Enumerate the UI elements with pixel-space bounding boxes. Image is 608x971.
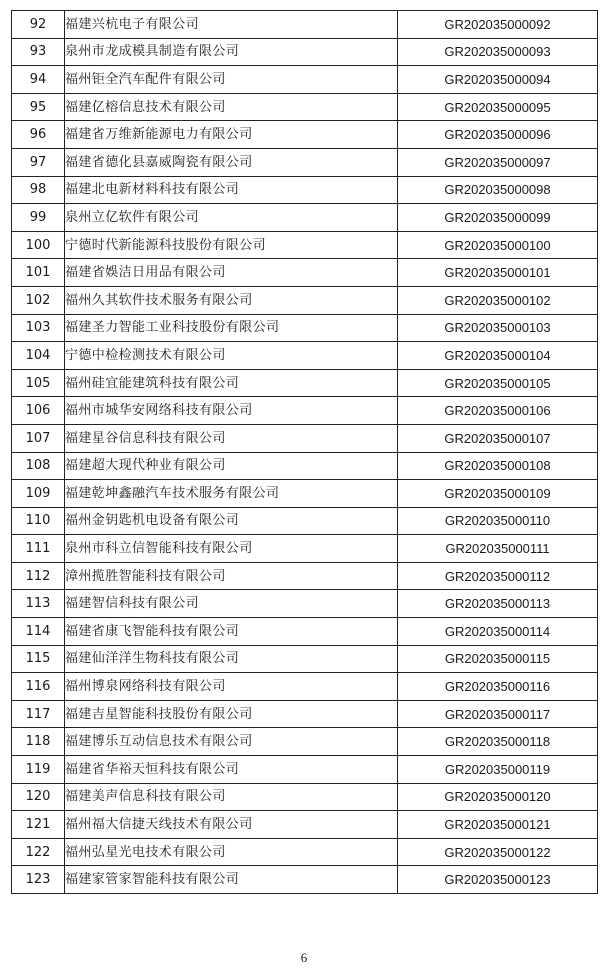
certificate-code: GR202035000113 (398, 590, 598, 618)
row-number: 104 (12, 342, 65, 370)
certificate-code: GR202035000107 (398, 424, 598, 452)
table-row (12, 700, 598, 728)
company-name: 福建智信科技有限公司 (65, 590, 398, 618)
certificate-code: GR202035000120 (398, 783, 598, 811)
row-number: 115 (12, 645, 65, 673)
certificate-code: GR202035000092 (398, 11, 598, 39)
company-name: 福州金钥匙机电设备有限公司 (65, 507, 398, 535)
certificate-code: GR202035000121 (398, 811, 598, 839)
company-name: 福州弘星光电技术有限公司 (65, 838, 398, 866)
row-number: 112 (12, 562, 65, 590)
company-name: 福州硅宜能建筑科技有限公司 (65, 369, 398, 397)
certificate-code: GR202035000112 (398, 562, 598, 590)
certificate-code: GR202035000115 (398, 645, 598, 673)
company-registry-table (11, 10, 598, 894)
company-name: 福建仙洋洋生物科技有限公司 (65, 645, 398, 673)
table-row (12, 397, 598, 425)
page-number: 6 (300, 950, 308, 965)
table-row (12, 121, 598, 149)
company-name: 福建乾坤鑫融汽车技术服务有限公司 (65, 480, 398, 508)
certificate-code: GR202035000103 (398, 314, 598, 342)
table-row (12, 452, 598, 480)
table-row (12, 204, 598, 232)
row-number: 122 (12, 838, 65, 866)
table-row (12, 783, 598, 811)
row-number: 99 (12, 204, 65, 232)
certificate-code: GR202035000099 (398, 204, 598, 232)
certificate-code: GR202035000111 (398, 535, 598, 563)
company-name: 福建博乐互动信息技术有限公司 (65, 728, 398, 756)
table-row (12, 259, 598, 287)
certificate-code: GR202035000104 (398, 342, 598, 370)
table-row (12, 728, 598, 756)
table-row (12, 424, 598, 452)
company-name: 宁德时代新能源科技股份有限公司 (65, 231, 398, 259)
row-number: 106 (12, 397, 65, 425)
certificate-code: GR202035000114 (398, 618, 598, 646)
company-name: 福建家管家智能科技有限公司 (65, 866, 398, 894)
row-number: 100 (12, 231, 65, 259)
row-number: 105 (12, 369, 65, 397)
company-name: 福州钜全汽车配件有限公司 (65, 66, 398, 94)
table-row (12, 535, 598, 563)
certificate-code: GR202035000102 (398, 286, 598, 314)
company-name: 福建吉星智能科技股份有限公司 (65, 700, 398, 728)
table-row (12, 176, 598, 204)
row-number: 97 (12, 148, 65, 176)
table-row (12, 93, 598, 121)
table-row (12, 866, 598, 894)
company-name: 福建兴杭电子有限公司 (65, 11, 398, 39)
company-name: 福建省万维新能源电力有限公司 (65, 121, 398, 149)
company-name: 宁德中检检测技术有限公司 (65, 342, 398, 370)
table-row (12, 618, 598, 646)
certificate-code: GR202035000122 (398, 838, 598, 866)
table-row (12, 148, 598, 176)
certificate-code: GR202035000098 (398, 176, 598, 204)
company-name: 福建北电新材料科技有限公司 (65, 176, 398, 204)
table-row (12, 342, 598, 370)
table-row (12, 811, 598, 839)
row-number: 101 (12, 259, 65, 287)
row-number: 121 (12, 811, 65, 839)
certificate-code: GR202035000105 (398, 369, 598, 397)
table-row (12, 838, 598, 866)
table-row (12, 286, 598, 314)
row-number: 108 (12, 452, 65, 480)
row-number: 116 (12, 673, 65, 701)
row-number: 123 (12, 866, 65, 894)
company-name: 福州博泉网络科技有限公司 (65, 673, 398, 701)
row-number: 103 (12, 314, 65, 342)
table-row (12, 756, 598, 784)
certificate-code: GR202035000100 (398, 231, 598, 259)
row-number: 111 (12, 535, 65, 563)
row-number: 102 (12, 286, 65, 314)
company-name: 福州久其软件技术服务有限公司 (65, 286, 398, 314)
certificate-code: GR202035000118 (398, 728, 598, 756)
company-name: 福建亿榕信息技术有限公司 (65, 93, 398, 121)
company-name: 福建省娛洁日用品有限公司 (65, 259, 398, 287)
row-number: 94 (12, 66, 65, 94)
table-row (12, 673, 598, 701)
row-number: 93 (12, 38, 65, 66)
certificate-code: GR202035000108 (398, 452, 598, 480)
row-number: 109 (12, 480, 65, 508)
row-number: 98 (12, 176, 65, 204)
table-row (12, 66, 598, 94)
certificate-code: GR202035000116 (398, 673, 598, 701)
certificate-code: GR202035000106 (398, 397, 598, 425)
table-row (12, 645, 598, 673)
row-number: 96 (12, 121, 65, 149)
table-row (12, 562, 598, 590)
row-number: 113 (12, 590, 65, 618)
row-number: 110 (12, 507, 65, 535)
table-row (12, 231, 598, 259)
row-number: 117 (12, 700, 65, 728)
certificate-code: GR202035000109 (398, 480, 598, 508)
certificate-code: GR202035000097 (398, 148, 598, 176)
certificate-code: GR202035000101 (398, 259, 598, 287)
company-name: 福建美声信息科技有限公司 (65, 783, 398, 811)
company-name: 泉州市科立信智能科技有限公司 (65, 535, 398, 563)
company-name: 泉州立亿软件有限公司 (65, 204, 398, 232)
row-number: 120 (12, 783, 65, 811)
registry-table-body (12, 11, 598, 894)
company-name: 福州福大信捷天线技术有限公司 (65, 811, 398, 839)
table-row (12, 480, 598, 508)
company-name: 漳州揽胜智能科技有限公司 (65, 562, 398, 590)
company-name: 福建圣力智能工业科技股份有限公司 (65, 314, 398, 342)
certificate-code: GR202035000093 (398, 38, 598, 66)
company-name: 泉州市龙成模具制造有限公司 (65, 38, 398, 66)
row-number: 107 (12, 424, 65, 452)
table-row (12, 590, 598, 618)
row-number: 114 (12, 618, 65, 646)
company-name: 福建省德化县嘉威陶瓷有限公司 (65, 148, 398, 176)
company-name: 福建省华裕天恒科技有限公司 (65, 756, 398, 784)
table-row (12, 11, 598, 39)
table-row (12, 314, 598, 342)
certificate-code: GR202035000123 (398, 866, 598, 894)
certificate-code: GR202035000117 (398, 700, 598, 728)
row-number: 118 (12, 728, 65, 756)
certificate-code: GR202035000095 (398, 93, 598, 121)
row-number: 92 (12, 11, 65, 39)
company-name: 福州市城华安网络科技有限公司 (65, 397, 398, 425)
table-row (12, 38, 598, 66)
certificate-code: GR202035000110 (398, 507, 598, 535)
table-row (12, 507, 598, 535)
table-row (12, 369, 598, 397)
company-name: 福建省康飞智能科技有限公司 (65, 618, 398, 646)
row-number: 119 (12, 756, 65, 784)
certificate-code: GR202035000096 (398, 121, 598, 149)
certificate-code: GR202035000119 (398, 756, 598, 784)
certificate-code: GR202035000094 (398, 66, 598, 94)
company-name: 福建超大现代种业有限公司 (65, 452, 398, 480)
row-number: 95 (12, 93, 65, 121)
company-name: 福建星谷信息科技有限公司 (65, 424, 398, 452)
